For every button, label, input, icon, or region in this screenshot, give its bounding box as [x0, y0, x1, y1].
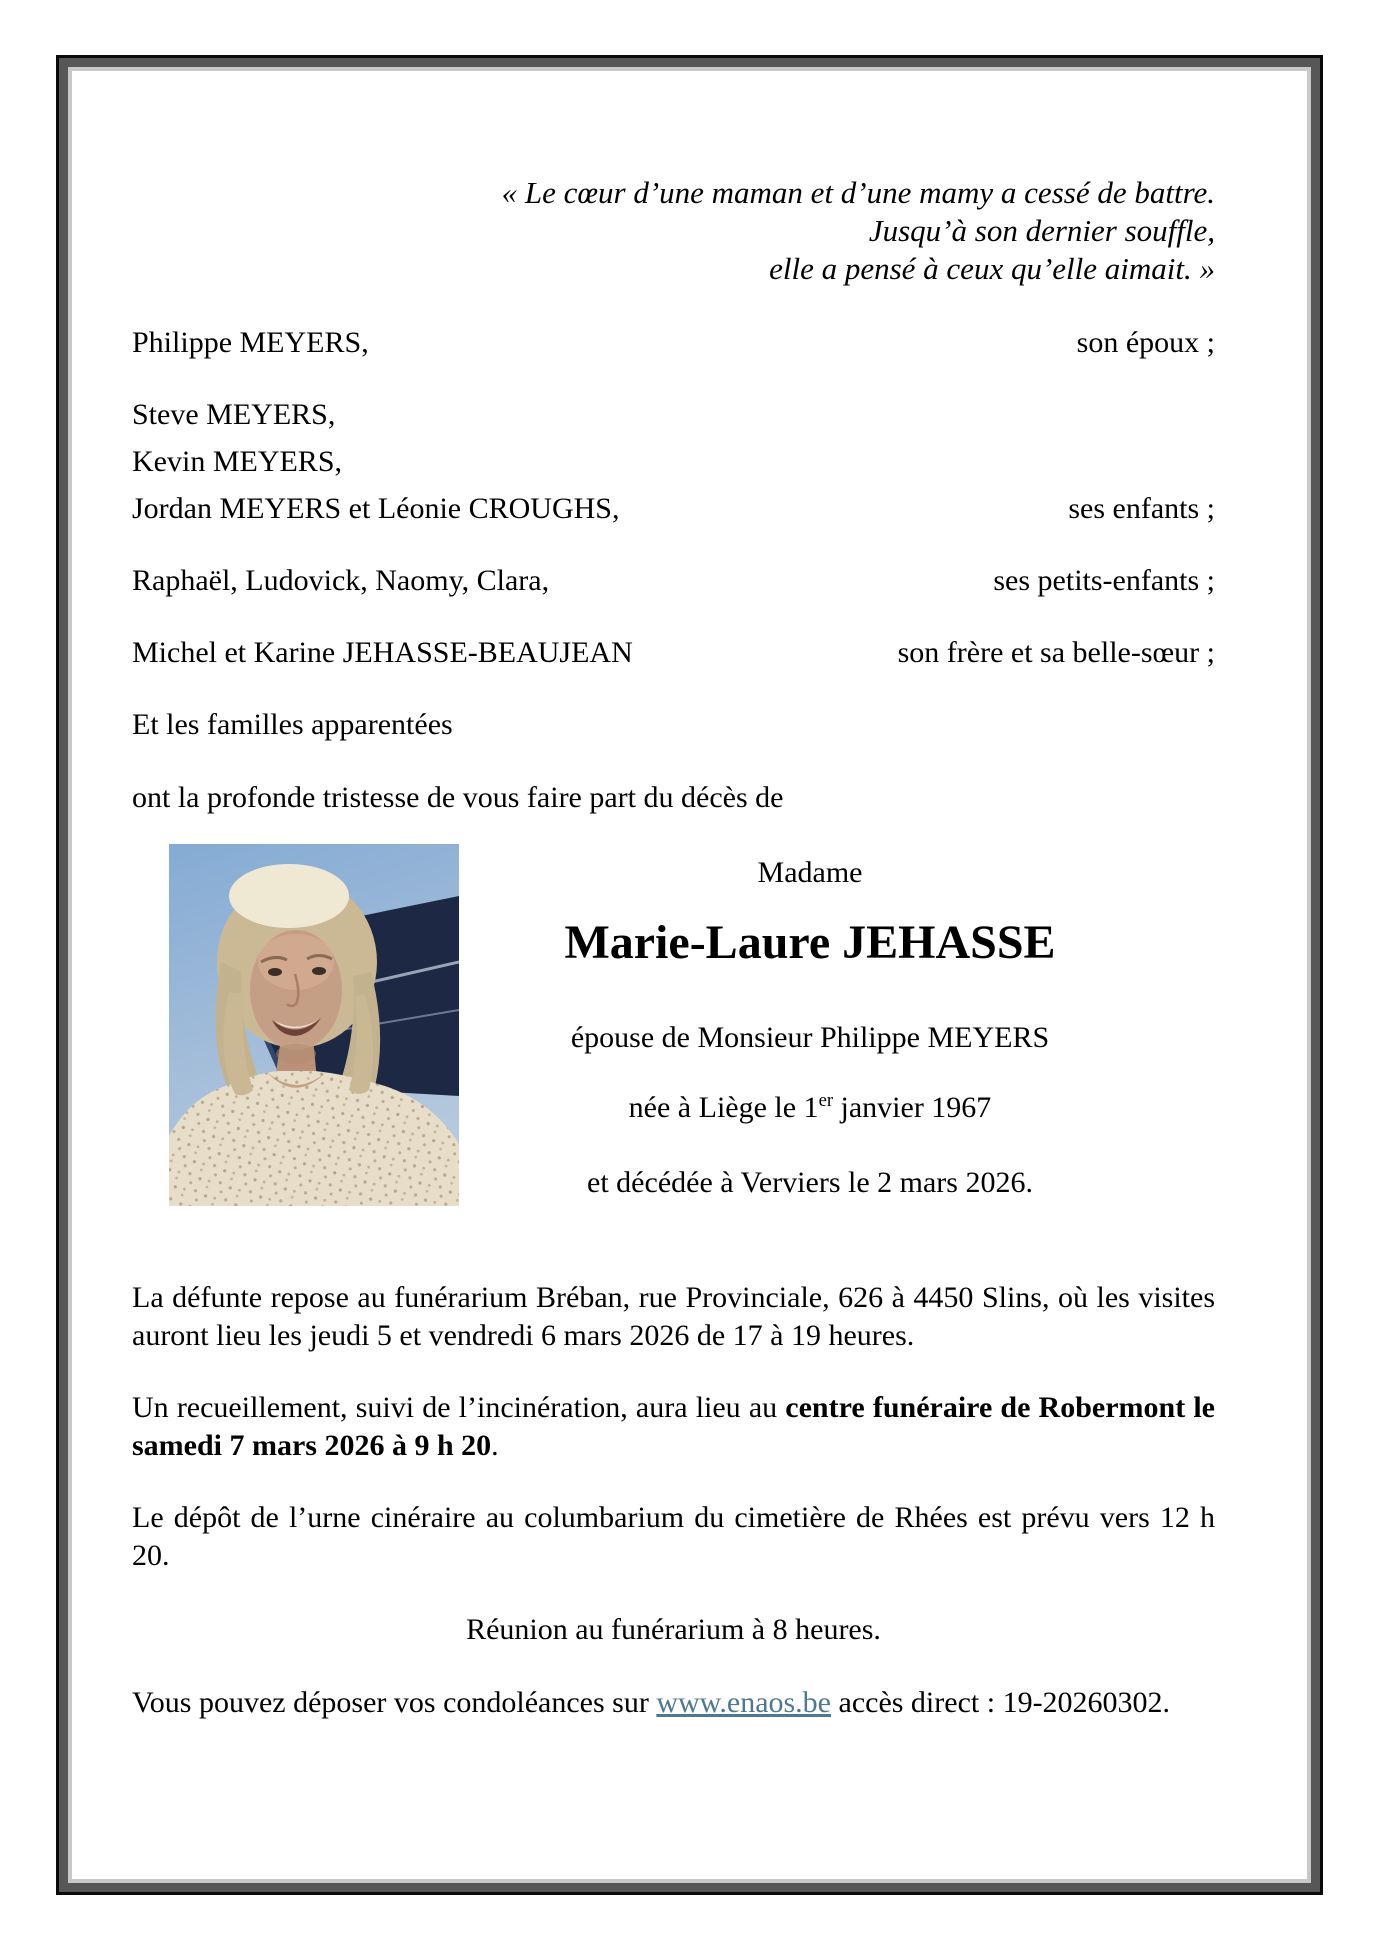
paragraph-repose: La défunte repose au funérarium Bréban, rue Provinciale, 626 à 4450 Slins, où les visites auront lieu les jeudi 5 et vendredi 6 mars 2026 de 17 à 19 heures. — [132, 1281, 1215, 1352]
family-name-line: Steve MEYERS, — [132, 398, 336, 431]
family-names — [132, 629, 633, 676]
paragraph-urn: Le dépôt de l’urne cinéraire au columbarium du cimetière de Rhées est prévu vers 12 h 20. — [132, 1501, 1215, 1572]
family-row — [132, 319, 1215, 366]
meeting-line: Réunion au funérarium à 8 heures. — [466, 1613, 881, 1646]
birth-line: née à Liège le 1er janvier 1967 — [628, 1090, 992, 1124]
paragraph-ceremony: Un recueillement, suivi de l’incinération, aura lieu au centre funéraire de Robermont le samedi 7 mars 2026 à 9 h 20. — [132, 1391, 1216, 1462]
portrait-section — [132, 844, 1215, 1206]
quote-line: Jusqu’à son dernier souffle, — [868, 213, 1215, 248]
family-row — [132, 629, 1215, 676]
relation-label: ses enfants ; — [1068, 492, 1215, 525]
family-row — [132, 557, 1215, 604]
memorial-quote — [132, 174, 1215, 288]
family-name-line: Kevin MEYERS, — [132, 445, 342, 478]
family-name-line: Raphaël, Ludovick, Naomy, Clara, — [132, 564, 550, 597]
page-frame — [56, 55, 1323, 1895]
family-name-line: Jordan MEYERS et Léonie CROUGHS, — [132, 492, 620, 525]
relation-label: son frère et sa belle-sœur ; — [897, 636, 1215, 669]
quote-line: « Le cœur d’une maman et d’une mamy a cessé de battre. — [501, 175, 1215, 210]
enaos-link[interactable]: www.enaos.be — [656, 1686, 831, 1719]
ordinal-superscript: er — [818, 1090, 834, 1111]
death-line: et décédée à Verviers le 2 mars 2026. — [587, 1166, 1033, 1199]
deceased-title: Madame — [757, 856, 863, 889]
condolences-paragraph: Vous pouvez déposer vos condoléances sur www.enaos.be accès direct : 19-20260302. — [132, 1686, 1171, 1719]
family-names — [132, 557, 549, 604]
related-families-line: Et les familles apparentées — [132, 708, 453, 741]
announcement-line: ont la profonde tristesse de vous faire part du décès de — [132, 781, 784, 814]
page-frame-band — [59, 58, 1320, 1892]
page-content — [68, 67, 1311, 1883]
deceased-block — [459, 844, 1161, 1206]
family-row — [132, 391, 1215, 532]
family-names — [132, 391, 619, 532]
portrait-photo — [169, 844, 459, 1206]
relation-label: ses petits-enfants ; — [993, 564, 1215, 597]
relation-label: son époux ; — [1076, 326, 1215, 359]
family-names — [132, 319, 369, 366]
ceremony-bold-text: centre funéraire de Robermont le samedi 7 mars 2026 à 9 h 20 — [132, 1391, 1216, 1462]
family-name-line: Michel et Karine JEHASSE-BEAUJEAN — [132, 636, 633, 669]
deceased-name: Marie-Laure JEHASSE — [564, 916, 1056, 969]
quote-line: elle a pensé à ceux qu’elle aimait. » — [769, 251, 1215, 286]
family-name-line: Philippe MEYERS, — [132, 326, 369, 359]
spouse-line: épouse de Monsieur Philippe MEYERS — [570, 1021, 1050, 1054]
